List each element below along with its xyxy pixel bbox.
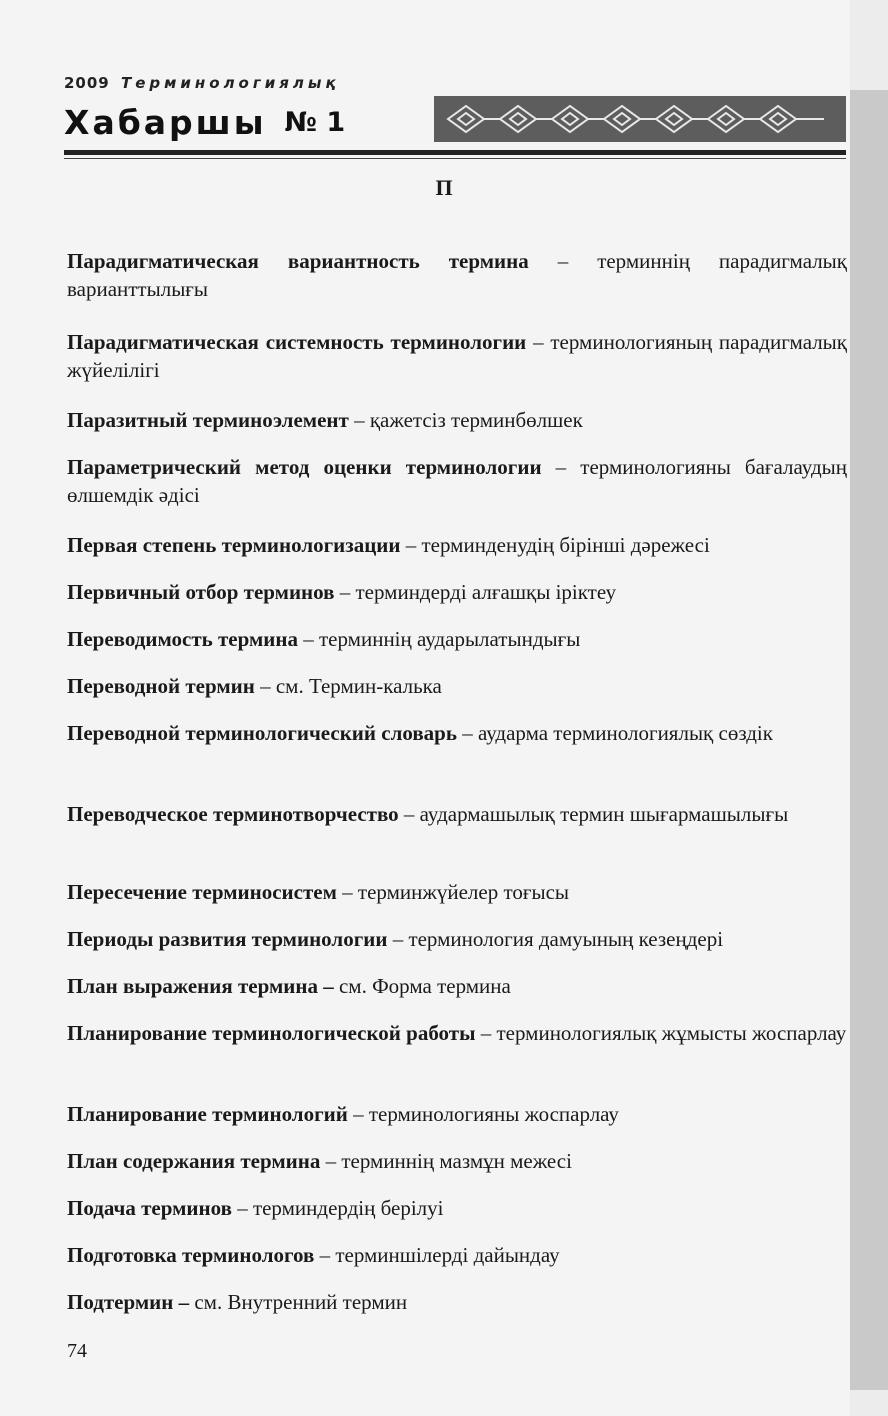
entry-separator: – [387, 927, 409, 951]
entry-definition: терминологияны жоспарлау [368, 1102, 619, 1126]
entry-definition: терминдерді алғашқы іріктеу [355, 580, 617, 604]
entry-definition: терминшілерді дайындау [335, 1243, 560, 1267]
entry-definition: см. Форма термина [338, 974, 511, 998]
entry-definition: терминологиялық жұмысты жоспарлау [496, 1021, 847, 1045]
entry-definition: терминжүйелер тоғысы [357, 880, 570, 904]
glossary-entry [67, 531, 847, 559]
entry-term: План выражения термина – [67, 974, 334, 998]
entry-term: Параметрический метод оценки терминологии [67, 455, 542, 479]
glossary-entry [67, 925, 847, 953]
entry-term: Переводческое терминотворчество [67, 802, 399, 826]
journal-name: Терминологиялық [120, 74, 340, 92]
entry-definition: аудармашылық термин шығармашылығы [419, 802, 789, 826]
entry-term: Пересечение терминосистем [67, 880, 337, 904]
journal-header-top [64, 74, 846, 92]
entry-separator: – [348, 408, 370, 432]
journal-year: 2009 [64, 74, 110, 92]
entry-term: Парадигматическая системность терминологии [67, 330, 527, 354]
scan-edge-strip [850, 90, 888, 1390]
entry-term: Подтермин – [67, 1290, 190, 1314]
entry-separator: – [347, 1102, 369, 1126]
entry-term: Переводной терминологический словарь [67, 721, 457, 745]
entry-separator: – [398, 802, 420, 826]
section-letter: П [435, 175, 453, 200]
ornament-pattern-icon [434, 96, 846, 142]
entry-separator: – [314, 1243, 336, 1267]
entry-term: Планирование терминологической работы [67, 1021, 476, 1045]
glossary-entry [67, 1288, 847, 1316]
ornament-band [434, 96, 846, 142]
entry-definition: см. Внутренний термин [194, 1290, 408, 1314]
glossary-entry [67, 1194, 847, 1222]
entry-term: Подача терминов [67, 1196, 232, 1220]
entry-definition: терминнің мазмұн межесі [341, 1149, 572, 1173]
glossary-entry [67, 719, 847, 747]
entry-definition: аударма терминологиялық сөздік [477, 721, 773, 745]
glossary-entry [67, 1019, 847, 1047]
entry-separator: – [526, 330, 551, 354]
glossary-entry [67, 328, 847, 384]
entry-definition: терминнің аударылатындығы [319, 627, 581, 651]
header-rule [64, 150, 846, 155]
entry-separator: – [528, 249, 598, 273]
entry-term: Парадигматическая вариантность термина [67, 249, 529, 273]
entry-separator: – [541, 455, 581, 479]
entry-term: Подготовка терминологов [67, 1243, 315, 1267]
entry-definition: терминдердің берілуі [252, 1196, 444, 1220]
entry-definition: терминология дамуының кезеңдері [408, 927, 724, 951]
entry-separator: – [231, 1196, 253, 1220]
entry-term: Периоды развития терминологии [67, 927, 388, 951]
glossary-entry [67, 1100, 847, 1128]
glossary-entry [67, 672, 847, 700]
entry-definition: см. Термин-калька [275, 674, 442, 698]
entry-separator: – [254, 674, 276, 698]
entry-separator: – [456, 721, 478, 745]
glossary-entry [67, 972, 847, 1000]
entry-definition: қажетсіз терминбөлшек [369, 408, 583, 432]
glossary-entry [67, 453, 847, 509]
glossary-entry [67, 406, 847, 434]
entry-definition: терминнің парадигмалық варианттылығы [67, 249, 847, 301]
glossary-entry [67, 878, 847, 906]
entry-term: Первая степень терминологизации [67, 533, 401, 557]
entry-separator: – [334, 580, 356, 604]
glossary-entry [67, 625, 847, 653]
glossary-entry [67, 578, 847, 606]
entry-term: Планирование терминологий [67, 1102, 348, 1126]
entry-separator: – [320, 1149, 342, 1173]
journal-issue: № 1 [284, 106, 346, 138]
entry-separator: – [475, 1021, 497, 1045]
entry-definition: терминденудің бірінші дәрежесі [421, 533, 710, 557]
entry-term: План содержания термина [67, 1149, 321, 1173]
entry-term: Переводной термин [67, 674, 255, 698]
glossary-entry [67, 800, 847, 828]
page-number: 74 [67, 1340, 87, 1362]
journal-header [64, 74, 846, 164]
journal-title: Хабаршы [64, 102, 267, 142]
entry-separator: – [400, 533, 422, 557]
glossary-entry [67, 247, 847, 303]
header-rule-thin [64, 158, 846, 159]
journal-title-row [64, 96, 846, 148]
entry-definition: терминологияны бағалаудың өлшемдік әдісі [67, 455, 847, 507]
entry-definition: терминологияның парадигмалық жүйелілігі [67, 330, 847, 382]
glossary-entry [67, 1241, 847, 1269]
entry-term: Паразитный терминоэлемент [67, 408, 349, 432]
glossary-entry [67, 1147, 847, 1175]
entry-separator: – [336, 880, 358, 904]
entry-term: Переводимость термина [67, 627, 298, 651]
entry-separator: – [298, 627, 319, 651]
entry-term: Первичный отбор терминов [67, 580, 335, 604]
